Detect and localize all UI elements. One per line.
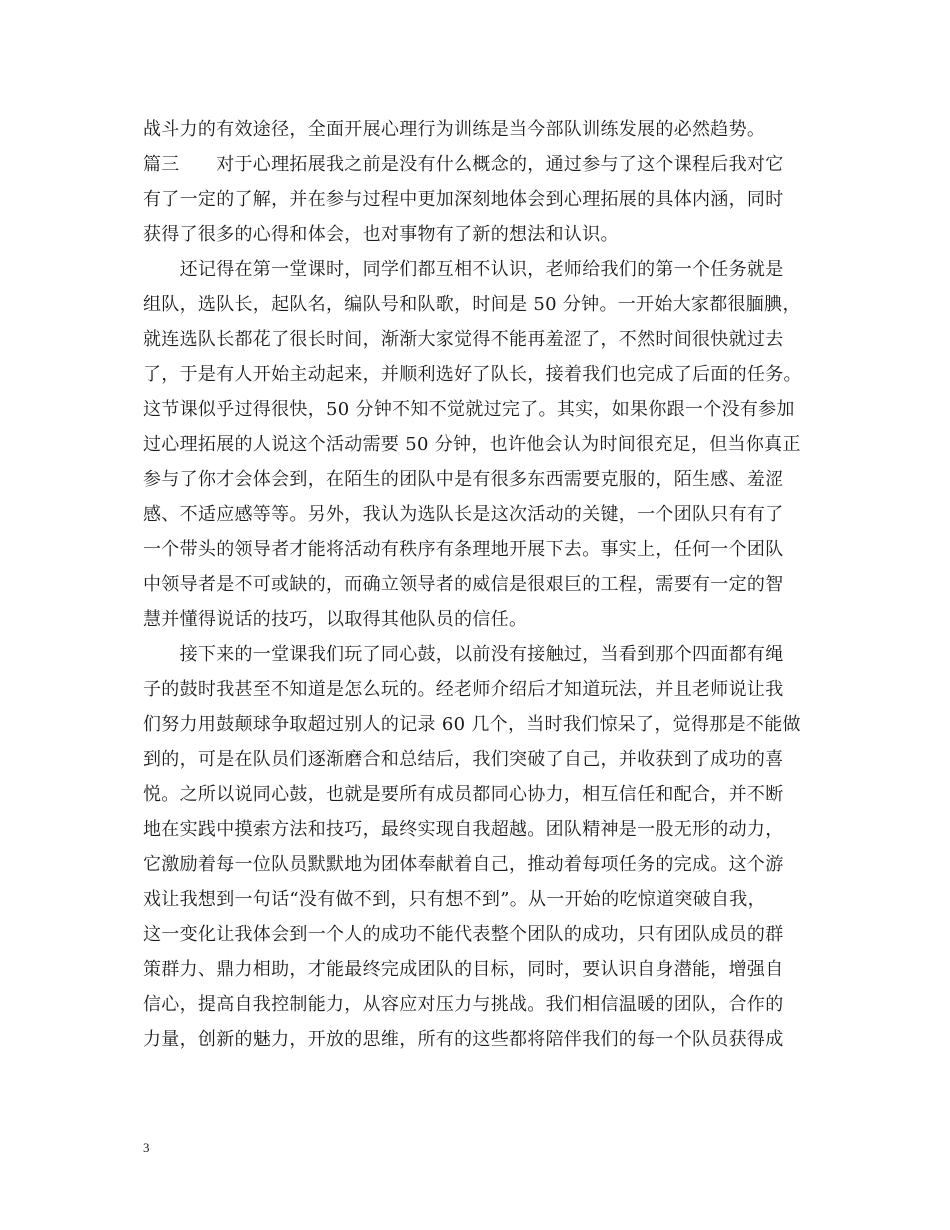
text-line: 战斗力的有效途径，全面开展心理行为训练是当今部队训练发展的必然趋势。	[143, 119, 766, 140]
page-number: 3	[143, 1140, 150, 1155]
text-line: 地在实践中摸索方法和技巧，最终实现自我超越。团队精神是一股无形的动力，	[143, 819, 784, 840]
text-line: 它激励着每一位队员默默地为团体奉献着自己，推动着每项任务的完成。这个游	[143, 854, 784, 875]
text-line: 了，于是有人开始主动起来，并顺利选好了队长，接着我们也完成了后面的任务。	[143, 364, 802, 385]
text-line: 这一变化让我体会到一个人的成功不能代表整个团队的成功，只有团队成员的群	[143, 924, 784, 945]
text-line: 过心理拓展的人说这个活动需要 50 分钟，也许他会认为时间很充足，但当你真正	[143, 434, 801, 455]
text-line: 力量，创新的魅力，开放的思维，所有的这些都将陪伴我们的每一个队员获得成	[143, 1029, 784, 1050]
text-line: 一个带头的领导者才能将活动有秩序有条理地开展下去。事实上，任何一个团队	[143, 539, 784, 560]
text-line: 获得了很多的心得和体会，也对事物有了新的想法和认识。	[143, 224, 619, 245]
text-line: 到的，可是在队员们逐渐磨合和总结后，我们突破了自己，并收获到了成功的喜	[143, 749, 784, 770]
text-line: 组队，选队长，起队名，编队号和队歌，时间是 50 分钟。一开始大家都很腼腆，	[143, 294, 801, 315]
text-line: 们努力用鼓颠球争取超过别人的记录 60 几个，当时我们惊呆了，觉得那是不能做	[143, 714, 801, 735]
text-line: 接下来的一堂课我们玩了同心鼓，以前没有接触过，当看到那个四面都有绳	[143, 644, 784, 665]
text-line: 感、不适应感等等。另外，我认为选队长是这次活动的关键，一个团队只有有了	[143, 504, 784, 525]
text-line: 子的鼓时我甚至不知道是怎么玩的。经老师介绍后才知道玩法，并且老师说让我	[143, 679, 784, 700]
text-line: 信心，提高自我控制能力，从容应对压力与挑战。我们相信温暖的团队，合作的	[143, 994, 784, 1015]
text-line: 悦。之所以说同心鼓，也就是要所有成员都同心协力，相互信任和配合，并不断	[143, 784, 784, 805]
text-line: 还记得在第一堂课时，同学们都互相不认识，老师给我们的第一个任务就是	[143, 259, 784, 280]
text-line: 篇三 对于心理拓展我之前是没有什么概念的，通过参与了这个课程后我对它	[143, 154, 784, 175]
text-line: 中领导者是不可或缺的，而确立领导者的威信是很艰巨的工程，需要有一定的智	[143, 574, 784, 595]
text-line: 策群力、鼎力相助，才能最终完成团队的目标，同时，要认识自身潜能，增强自	[143, 959, 784, 980]
text-line: 戏让我想到一句话“没有做不到，只有想不到”。从一开始的吃惊道突破自我，	[143, 889, 766, 910]
text-line: 这节课似乎过得很快，50 分钟不知不觉就过完了。其实，如果你跟一个没有参加	[143, 399, 795, 420]
text-line: 参与了你才会体会到，在陌生的团队中是有很多东西需要克服的，陌生感、羞涩	[143, 469, 784, 490]
text-line: 有了一定的了解，并在参与过程中更加深刻地体会到心理拓展的具体内涵，同时	[143, 189, 784, 210]
text-line: 就连选队长都花了很长时间，渐渐大家觉得不能再羞涩了，不然时间很快就过去	[143, 329, 784, 350]
text-line: 慧并懂得说话的技巧，以取得其他队员的信任。	[143, 609, 528, 630]
